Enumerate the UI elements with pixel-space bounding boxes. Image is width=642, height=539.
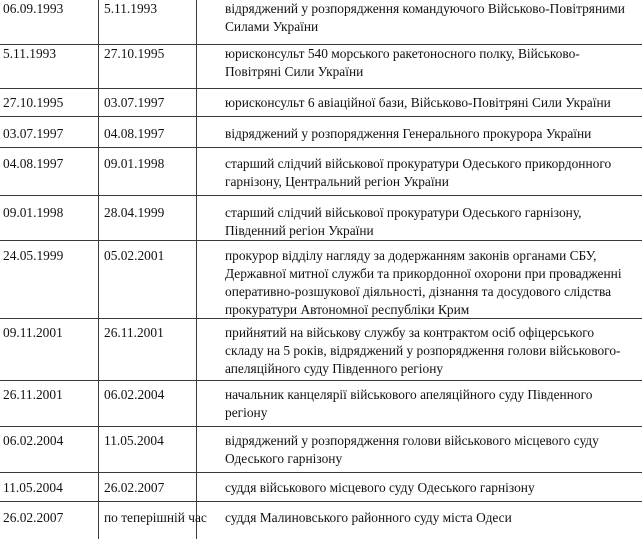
table-row bbox=[0, 247, 642, 319]
date-to: 27.10.1995 bbox=[104, 46, 165, 61]
table-row bbox=[0, 45, 642, 89]
date-to: 28.04.1999 bbox=[104, 205, 165, 220]
date-from: 11.05.2004 bbox=[3, 480, 63, 495]
position-description: відряджений у розпорядження Генерального прокурора України bbox=[225, 126, 592, 141]
date-to: 04.08.1997 bbox=[104, 126, 165, 141]
date-from: 06.02.2004 bbox=[3, 433, 64, 448]
table-row bbox=[0, 509, 642, 539]
date-from: 04.08.1997 bbox=[3, 156, 64, 171]
date-to: 26.11.2001 bbox=[104, 325, 164, 340]
table-row bbox=[0, 155, 642, 196]
date-to: 06.02.2004 bbox=[104, 387, 165, 402]
date-from: 03.07.1997 bbox=[3, 126, 64, 141]
date-to: 05.02.2001 bbox=[104, 248, 165, 263]
position-description: юрисконсульт 540 морського ракетоносного полку, Військово-Повітряні Сили України bbox=[225, 46, 580, 79]
position-description: суддя Малиновського районного суду міста Одеси bbox=[225, 510, 512, 525]
date-from: 26.02.2007 bbox=[3, 510, 64, 525]
table-row bbox=[0, 204, 642, 241]
date-from: 24.05.1999 bbox=[3, 248, 64, 263]
table-row bbox=[0, 0, 642, 45]
date-to: 11.05.2004 bbox=[104, 433, 164, 448]
position-description: прийнятий на військову службу за контрактом осіб офіцерського складу на 5 років, відряджений у розпорядження голови військового-апеляційного суду Південного регіону bbox=[225, 325, 621, 376]
position-description: юрисконсульт 6 авіаційної бази, Військово-Повітряні Сили України bbox=[225, 95, 611, 110]
date-to: 03.07.1997 bbox=[104, 95, 165, 110]
date-from: 09.01.1998 bbox=[3, 205, 64, 220]
date-from: 26.11.2001 bbox=[3, 387, 63, 402]
position-description: начальник канцелярії військового апеляційного суду Південного регіону bbox=[225, 387, 593, 420]
date-to: 5.11.1993 bbox=[104, 1, 158, 16]
table-row bbox=[0, 94, 642, 117]
table-row bbox=[0, 432, 642, 473]
position-description: старший слідчий військової прокуратури Одеського прикордонного гарнізону, Центральний регіон України bbox=[225, 156, 612, 189]
date-from: 27.10.1995 bbox=[3, 95, 64, 110]
table-row bbox=[0, 386, 642, 427]
position-description: відряджений у розпорядження командуючого Військово-Повітряними Силами України bbox=[225, 1, 625, 34]
table-row bbox=[0, 125, 642, 148]
table-row bbox=[0, 324, 642, 381]
date-from: 06.09.1993 bbox=[3, 1, 64, 16]
date-to: по теперішній час bbox=[104, 510, 207, 525]
position-description: прокурор відділу нагляду за додержанням законів органами СБУ, Державної митної служби та прикордонної охорони при провадженні оперативно-розшукової діяльності, дізнання та досудового слідства прокуратури Автономної республіки Крим bbox=[225, 248, 622, 317]
date-to: 26.02.2007 bbox=[104, 480, 165, 495]
date-to: 09.01.1998 bbox=[104, 156, 165, 171]
position-description: відряджений у розпорядження голови військового місцевого суду Одеського гарнізону bbox=[225, 433, 599, 466]
date-from: 09.11.2001 bbox=[3, 325, 63, 340]
position-description: старший слідчий військової прокуратури Одеського гарнізону, Південний регіон України bbox=[225, 205, 582, 238]
table-row bbox=[0, 479, 642, 502]
date-from: 5.11.1993 bbox=[3, 46, 57, 61]
position-description: суддя військового місцевого суду Одеського гарнізону bbox=[225, 480, 535, 495]
